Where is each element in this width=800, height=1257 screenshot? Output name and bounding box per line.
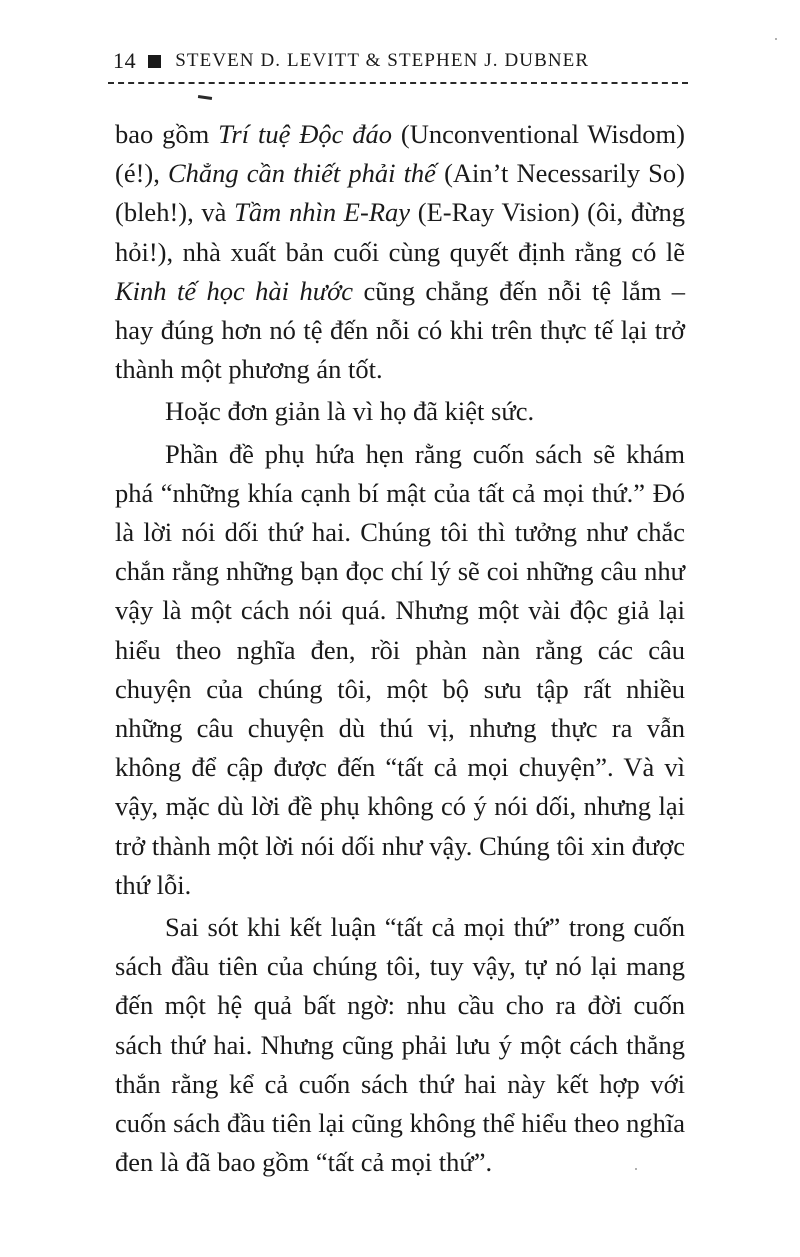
text-segment: (Unconventional Wisdom) (é!),	[115, 119, 685, 189]
page-header	[113, 44, 693, 78]
italic-title: Kinh tế học hài hước	[115, 275, 354, 306]
text-segment: (E-Ray Vision) (ôi, đừng hỏi!), nhà xuất bản cuối cùng quyết định rằng có lẽ	[115, 197, 685, 267]
paragraph	[115, 435, 685, 905]
text-segment: Phần đề phụ hứa hẹn rằng cuốn sách sẽ khám phá “những khía cạnh bí mật của tất cả mọi thứ.” Đó là lời nói dối thứ hai. Chúng tôi thì tưởng như chắc chắn rằng những bạn đọc chí lý sẽ coi những câu như vậy là một cách nói quá. Nhưng một vài độc giả lại hiểu theo nghĩa đen, rồi phàn nàn rằng các câu chuyện của chúng tôi, một bộ sưu tập rất nhiều những câu chuyện dù thú vị, nhưng thực ra vẫn không để cập được đến “tất cả mọi chuyện”. Và vì vậy, mặc dù lời đề phụ không có ý nói dối, nhưng lại trở thành một lời nói dối như vậy. Chúng tôi xin được thứ lỗi.	[115, 438, 685, 900]
page-number: 14	[113, 48, 137, 73]
italic-title: Tầm nhìn E-Ray	[234, 197, 411, 228]
paper-speck	[775, 38, 777, 40]
italic-title: Trí tuệ Độc đáo	[218, 119, 393, 149]
running-head: STEVEN D. LEVITT & STEPHEN J. DUBNER	[175, 50, 590, 71]
text-segment: bao gồm	[115, 119, 219, 149]
ink-mark	[198, 95, 212, 100]
text-segment: Hoặc đơn giản là vì họ đã kiệt sức.	[165, 396, 535, 427]
body-text	[115, 115, 685, 1182]
paragraph	[115, 115, 685, 389]
paper-speck	[635, 1168, 637, 1170]
italic-title: Chẳng cần thiết phải thế	[167, 158, 436, 189]
square-bullet-icon	[148, 55, 161, 68]
text-segment: (Ain’t Necessarily So) (bleh!), và	[115, 158, 685, 228]
header-rule	[108, 82, 688, 84]
paragraph	[115, 908, 685, 1182]
text-segment: cũng chẳng đến nỗi tệ lắm – hay đúng hơn nó tệ đến nỗi có khi trên thực tế lại trở thành một phương án tốt.	[115, 275, 685, 385]
text-segment: Sai sót khi kết luận “tất cả mọi thứ” trong cuốn sách đầu tiên của chúng tôi, tuy vậy, tự nó lại mang đến một hệ quả bất ngờ: nhu cầu cho ra đời cuốn sách thứ hai. Nhưng cũng phải lưu ý một cách thẳng thắn rằng kể cả cuốn sách thứ hai này kết hợp với cuốn sách đầu tiên lại cũng không thể hiểu theo nghĩa đen là đã bao gồm “tất cả mọi thứ”.	[115, 912, 685, 1178]
paragraph	[115, 392, 685, 431]
